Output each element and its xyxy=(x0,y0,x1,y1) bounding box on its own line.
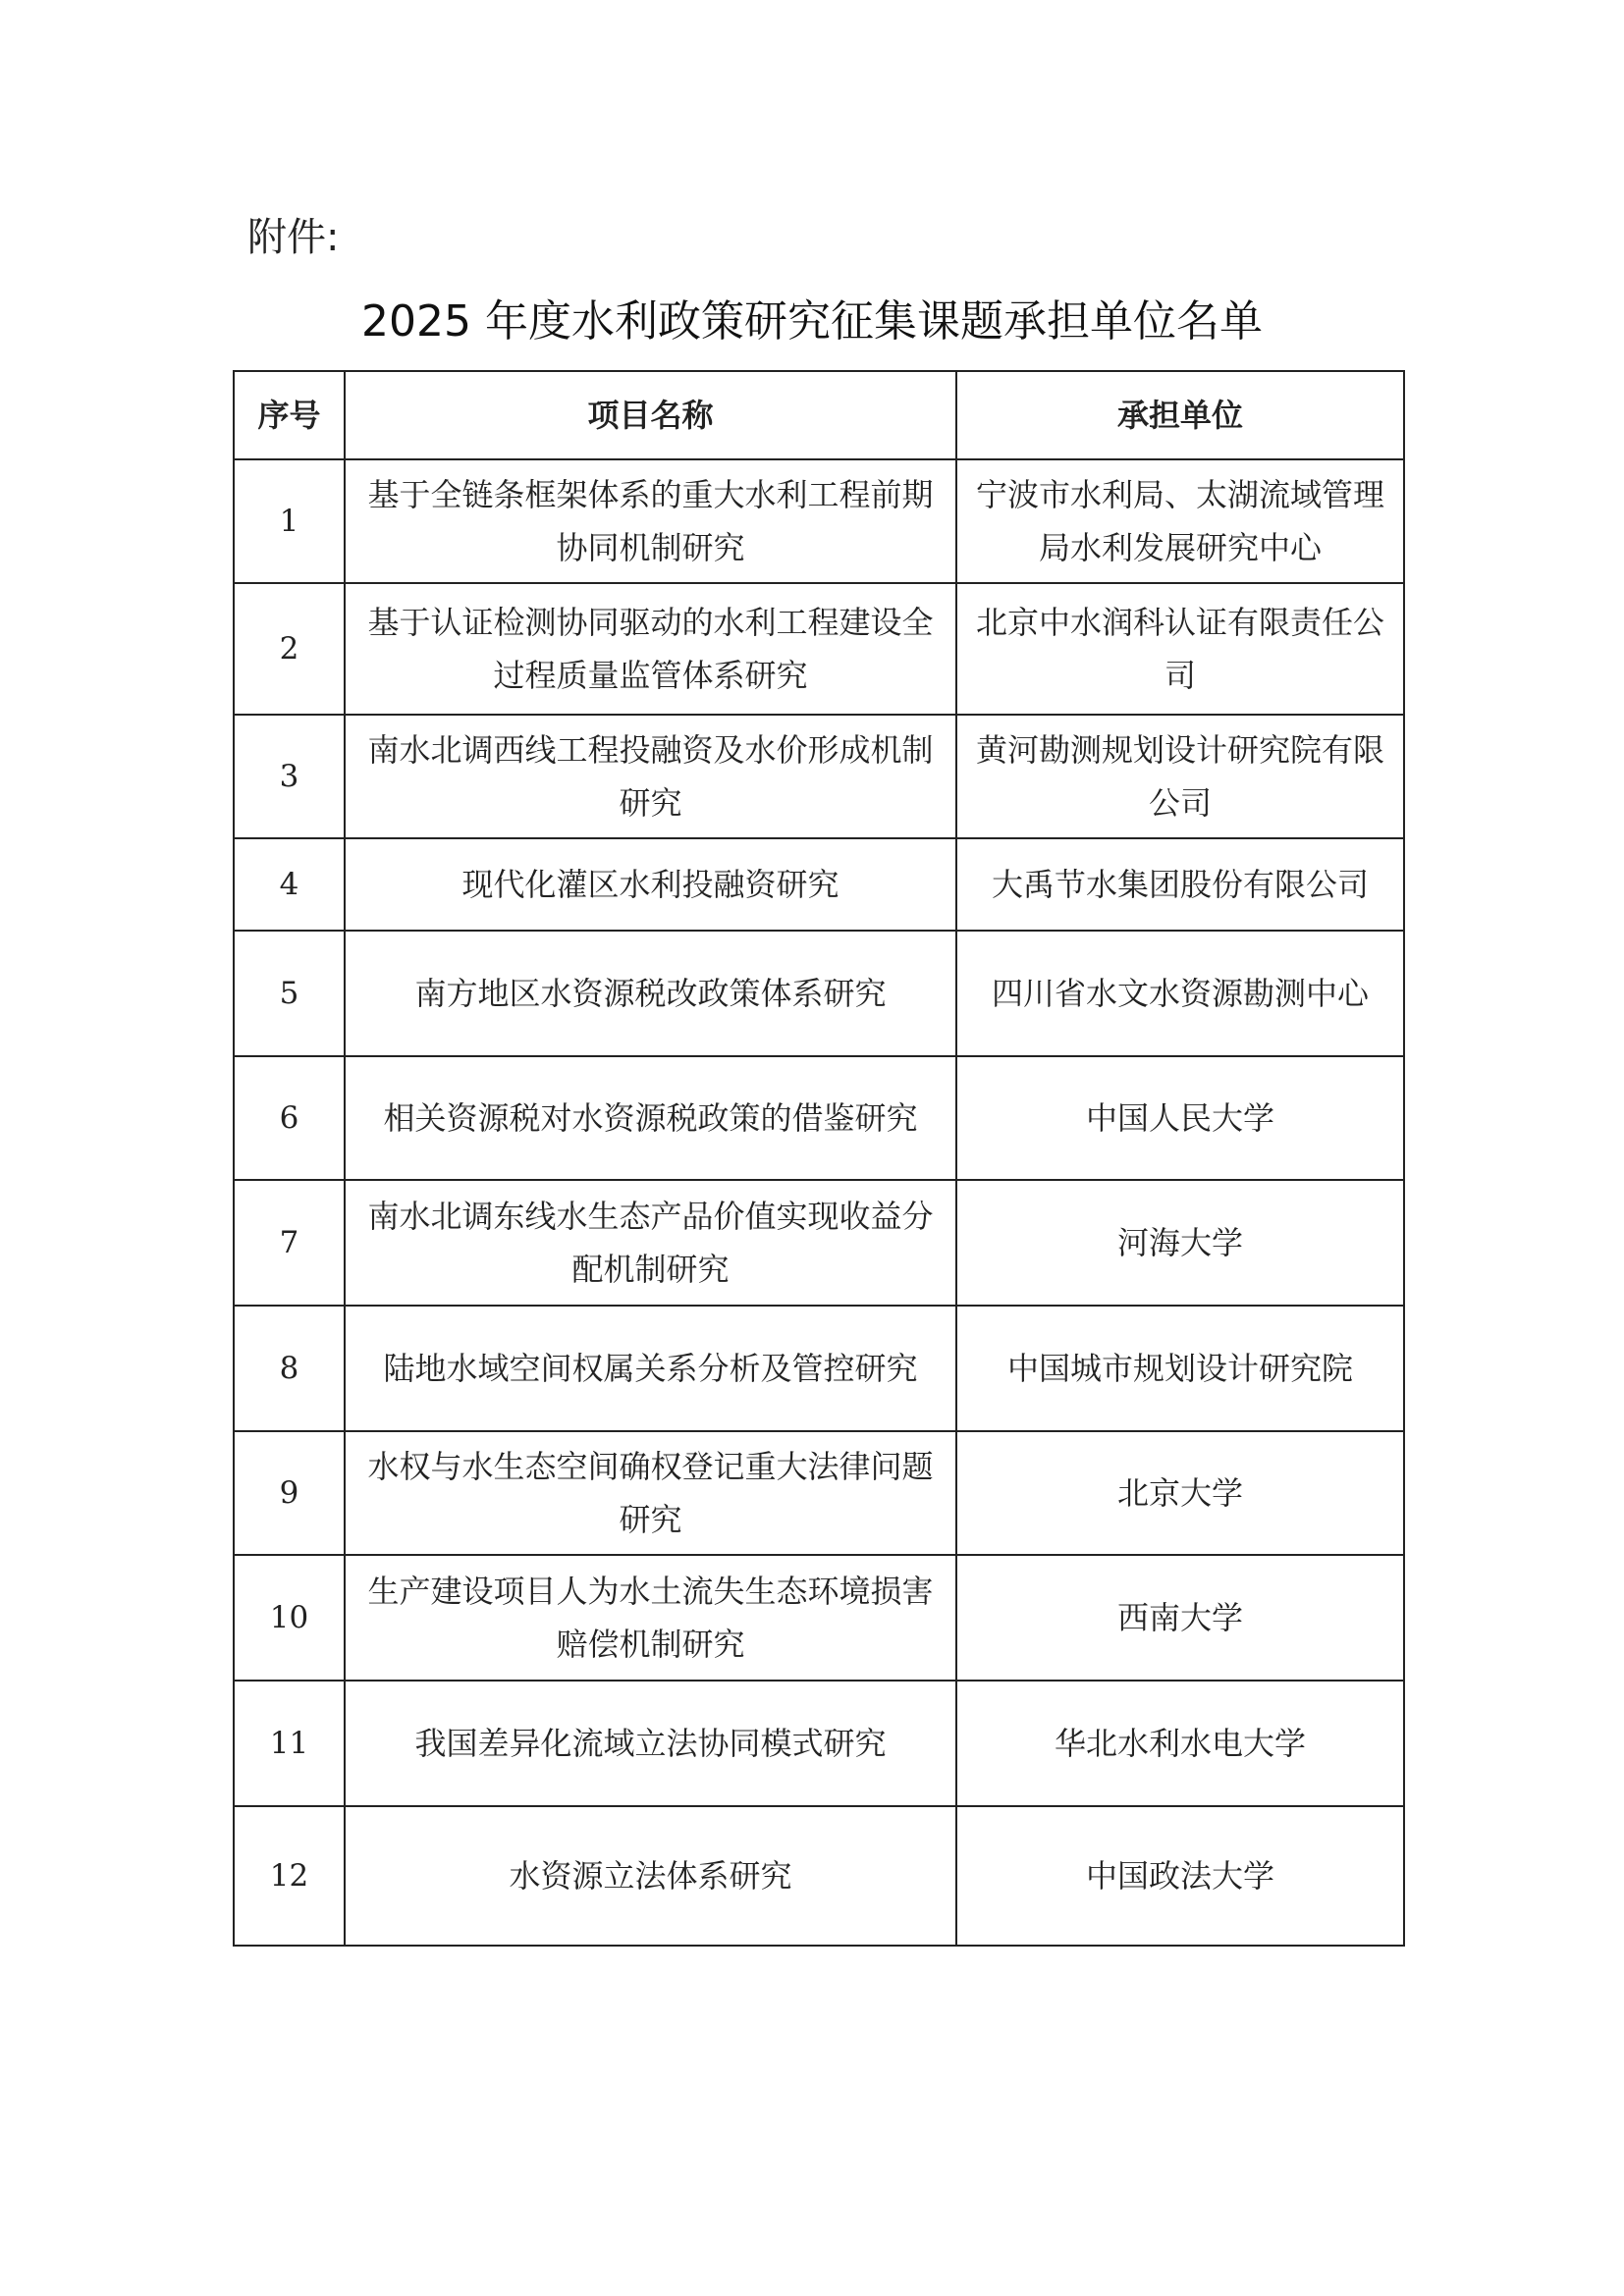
row-seq: 9 xyxy=(234,1431,345,1555)
header-seq: 序号 xyxy=(234,371,345,459)
row-unit: 河海大学 xyxy=(956,1180,1404,1306)
row-project: 我国差异化流域立法协同模式研究 xyxy=(345,1681,956,1806)
row-project: 南方地区水资源税改政策体系研究 xyxy=(345,931,956,1056)
row-seq: 12 xyxy=(234,1806,345,1946)
table-row xyxy=(234,1180,1404,1306)
table-row xyxy=(234,583,1404,715)
row-seq: 8 xyxy=(234,1306,345,1431)
row-unit: 四川省水文水资源勘测中心 xyxy=(956,931,1404,1056)
row-seq: 2 xyxy=(234,583,345,715)
document-title: 2025 年度水利政策研究征集课题承担单位名单 xyxy=(361,296,1263,347)
row-seq: 6 xyxy=(234,1056,345,1180)
attachment-label: 附件: xyxy=(247,215,340,260)
row-unit: 北京中水润科认证有限责任公司 xyxy=(956,583,1404,715)
row-project: 水权与水生态空间确权登记重大法律问题研究 xyxy=(345,1431,956,1555)
row-seq: 4 xyxy=(234,838,345,931)
row-unit: 黄河勘测规划设计研究院有限公司 xyxy=(956,715,1404,838)
row-unit: 北京大学 xyxy=(956,1431,1404,1555)
row-unit: 中国城市规划设计研究院 xyxy=(956,1306,1404,1431)
row-unit: 中国政法大学 xyxy=(956,1806,1404,1946)
table-row xyxy=(234,1056,1404,1180)
row-project: 生产建设项目人为水土流失生态环境损害赔偿机制研究 xyxy=(345,1555,956,1681)
row-project: 相关资源税对水资源税政策的借鉴研究 xyxy=(345,1056,956,1180)
table-row xyxy=(234,1681,1404,1806)
table-header-row xyxy=(234,371,1404,459)
project-table xyxy=(233,370,1405,1947)
row-unit: 中国人民大学 xyxy=(956,1056,1404,1180)
row-seq: 1 xyxy=(234,459,345,583)
table-row xyxy=(234,1431,1404,1555)
table-row xyxy=(234,1306,1404,1431)
table-row xyxy=(234,1806,1404,1946)
row-project: 基于全链条框架体系的重大水利工程前期协同机制研究 xyxy=(345,459,956,583)
table-row xyxy=(234,459,1404,583)
row-project: 南水北调西线工程投融资及水价形成机制研究 xyxy=(345,715,956,838)
row-unit: 华北水利水电大学 xyxy=(956,1681,1404,1806)
row-unit: 西南大学 xyxy=(956,1555,1404,1681)
row-seq: 10 xyxy=(234,1555,345,1681)
table-row xyxy=(234,931,1404,1056)
header-unit: 承担单位 xyxy=(956,371,1404,459)
row-seq: 3 xyxy=(234,715,345,838)
row-seq: 11 xyxy=(234,1681,345,1806)
row-project: 陆地水域空间权属关系分析及管控研究 xyxy=(345,1306,956,1431)
row-project: 现代化灌区水利投融资研究 xyxy=(345,838,956,931)
row-project: 南水北调东线水生态产品价值实现收益分配机制研究 xyxy=(345,1180,956,1306)
row-project: 基于认证检测协同驱动的水利工程建设全过程质量监管体系研究 xyxy=(345,583,956,715)
header-project-name: 项目名称 xyxy=(345,371,956,459)
row-seq: 7 xyxy=(234,1180,345,1306)
row-unit: 大禹节水集团股份有限公司 xyxy=(956,838,1404,931)
table-row xyxy=(234,1555,1404,1681)
row-seq: 5 xyxy=(234,931,345,1056)
table-row xyxy=(234,715,1404,838)
table-container xyxy=(233,370,1405,1947)
row-project: 水资源立法体系研究 xyxy=(345,1806,956,1946)
row-unit: 宁波市水利局、太湖流域管理局水利发展研究中心 xyxy=(956,459,1404,583)
table-row xyxy=(234,838,1404,931)
